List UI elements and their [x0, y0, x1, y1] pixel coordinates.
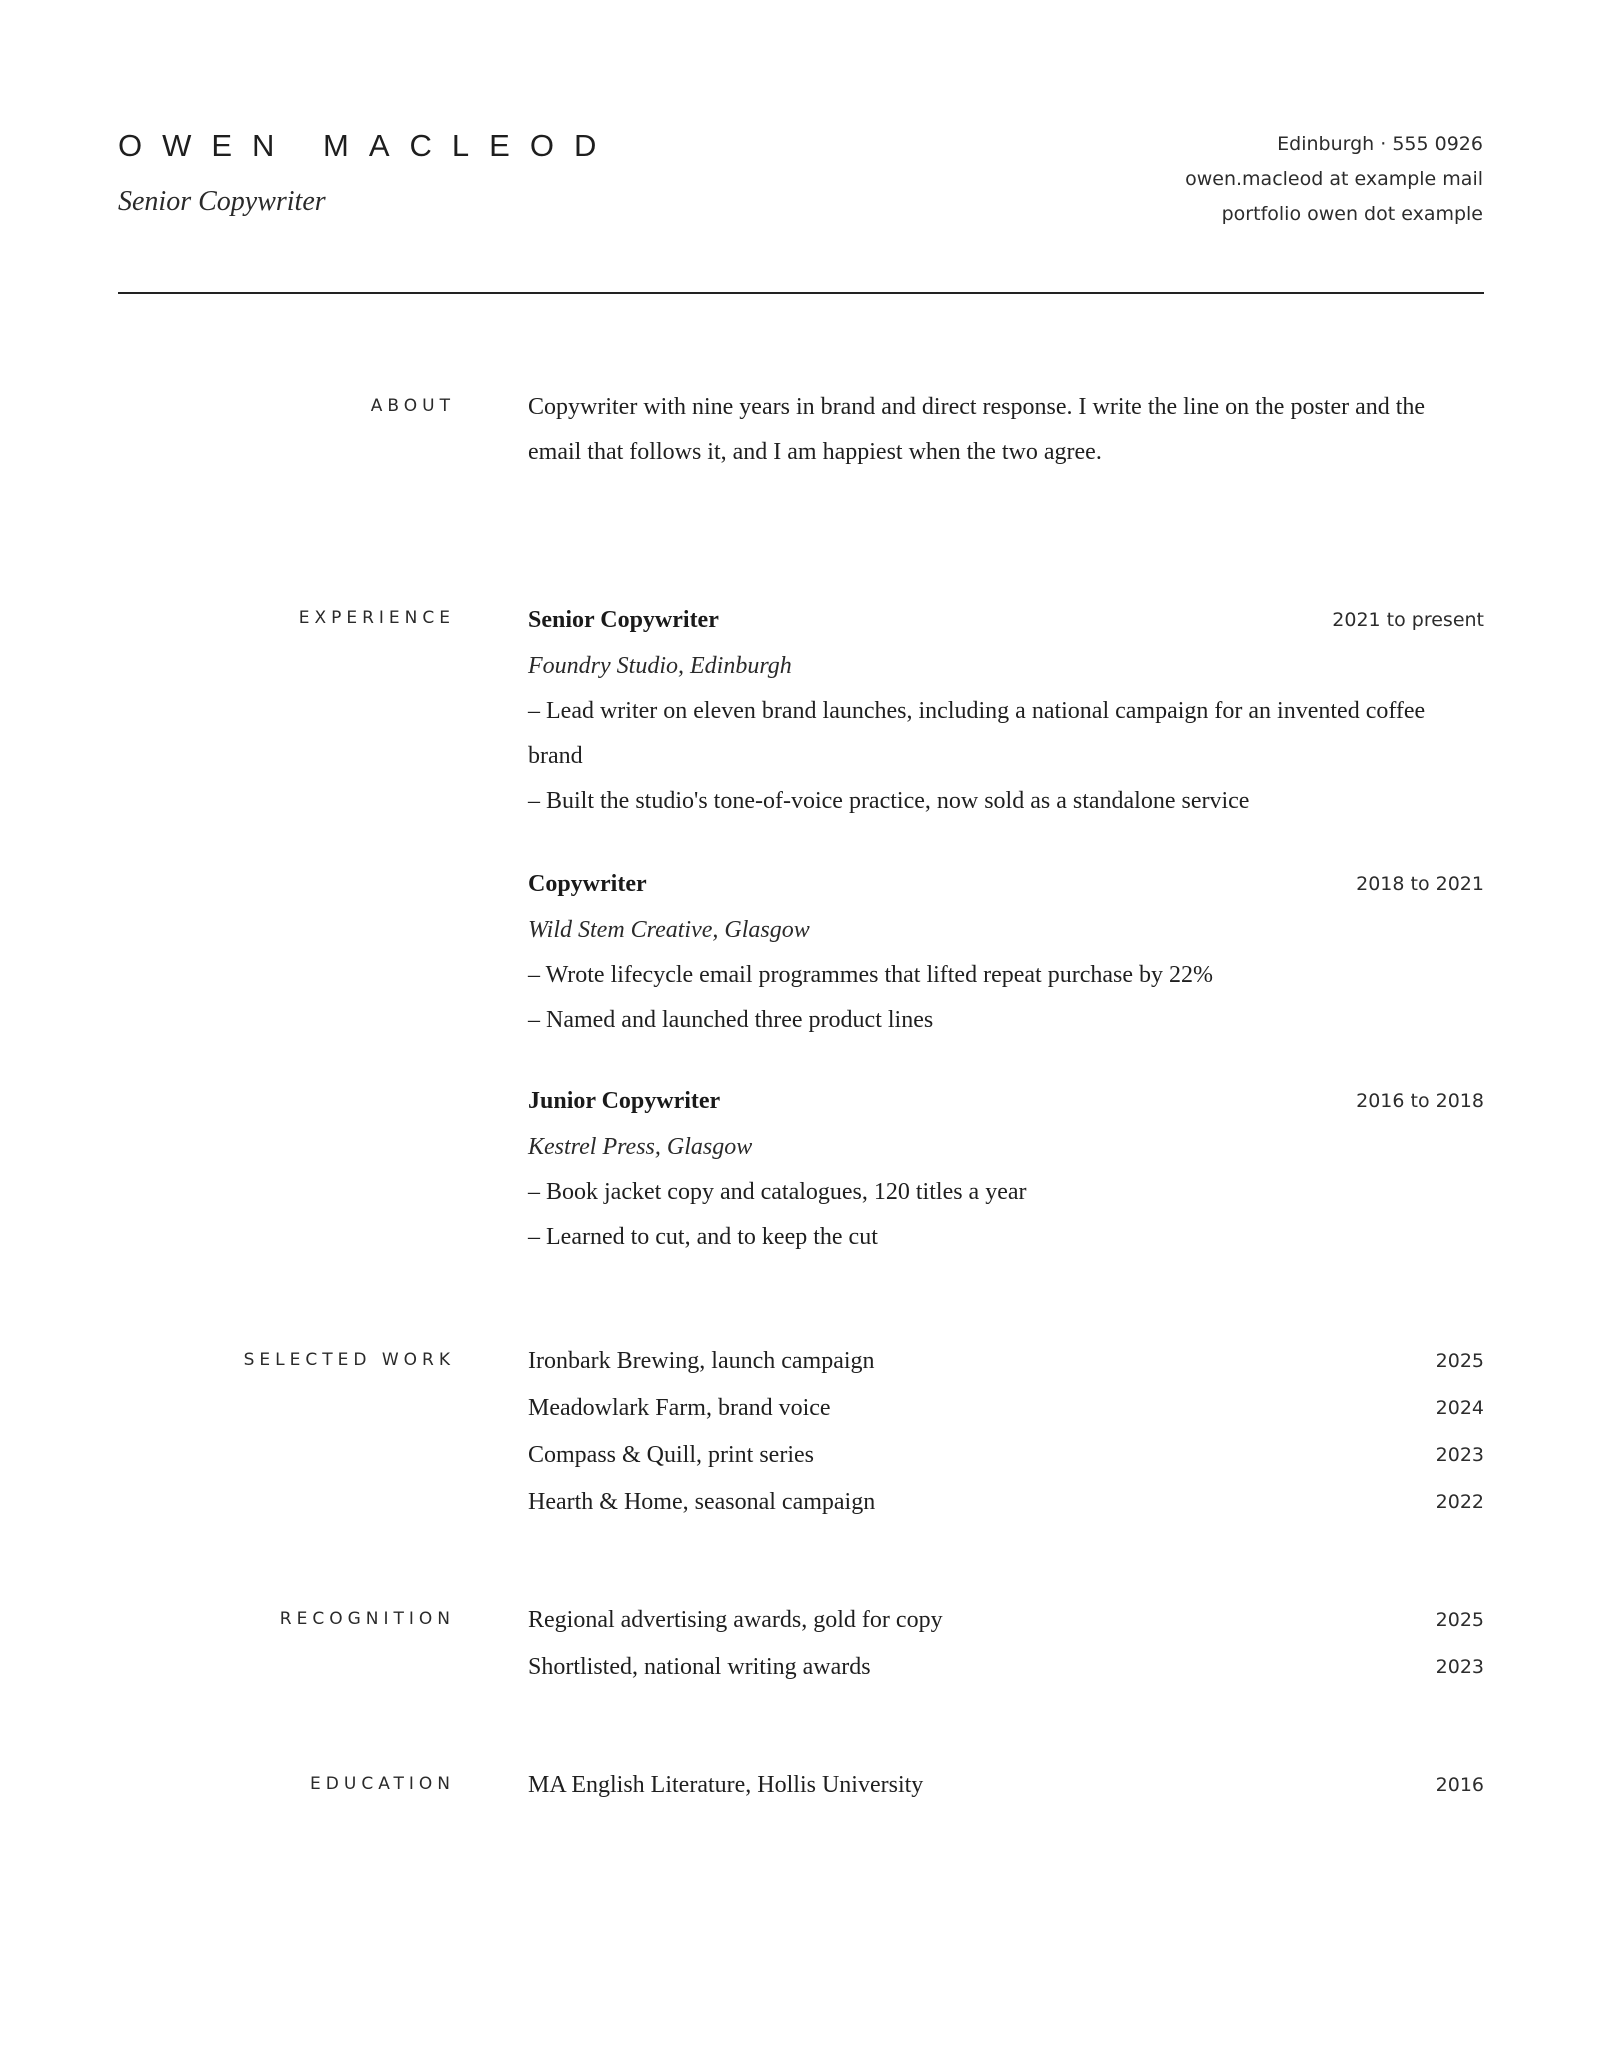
list-item: [528, 1432, 1484, 1479]
job-dates: 2016 to 2018: [1356, 1090, 1484, 1112]
work-year: 2024: [1435, 1397, 1484, 1419]
award-title: Regional advertising awards, gold for copy: [528, 1607, 943, 1633]
degree-year: 2016: [1435, 1774, 1484, 1796]
degree-title: MA English Literature, Hollis University: [528, 1772, 924, 1798]
list-item: [528, 1597, 1484, 1644]
job-company: Wild Stem Creative, Glasgow: [528, 917, 810, 943]
contact-email: owen.macleod at example mail: [1185, 168, 1483, 190]
header-divider: [118, 292, 1484, 294]
contact-portfolio: portfolio owen dot example: [1221, 203, 1483, 225]
section-label-recognition: RECOGNITION: [279, 1609, 455, 1629]
candidate-name: OWEN MACLEOD: [118, 128, 617, 163]
work-title: Hearth & Home, seasonal campaign: [528, 1489, 876, 1515]
list-item: [528, 1338, 1484, 1385]
job-title: Junior Copywriter: [528, 1088, 721, 1114]
work-title: Ironbark Brewing, launch campaign: [528, 1348, 875, 1374]
job-company: Kestrel Press, Glasgow: [528, 1134, 753, 1160]
list-item: [528, 1644, 1484, 1691]
job-entry: [528, 597, 1484, 824]
job-entry: [528, 1078, 1484, 1260]
job-bullet: – Book jacket copy and catalogues, 120 titles a year: [528, 1179, 1027, 1205]
job-dates: 2018 to 2021: [1356, 873, 1484, 895]
award-year: 2023: [1435, 1656, 1484, 1678]
section-label-education: EDUCATION: [310, 1774, 455, 1794]
work-year: 2022: [1435, 1491, 1484, 1513]
selected-work-list: [528, 1338, 1484, 1526]
list-item: [528, 1385, 1484, 1432]
job-title: Senior Copywriter: [528, 607, 719, 633]
job-bullet: – Lead writer on eleven brand launches, including a national campaign for an invented coffee brand: [528, 698, 1426, 769]
work-year: 2025: [1435, 1350, 1484, 1372]
award-title: Shortlisted, national writing awards: [528, 1654, 871, 1680]
about-text: Copywriter with nine years in brand and direct response. I write the line on the poster and the email that follows it, and I am happiest when the two agree.: [528, 394, 1426, 465]
job-bullet: – Wrote lifecycle email programmes that lifted repeat purchase by 22%: [528, 962, 1213, 988]
award-year: 2025: [1435, 1609, 1484, 1631]
work-title: Compass & Quill, print series: [528, 1442, 814, 1468]
work-title: Meadowlark Farm, brand voice: [528, 1395, 831, 1421]
job-bullet: – Built the studio's tone-of-voice practice, now sold as a standalone service: [528, 788, 1250, 814]
job-dates: 2021 to present: [1332, 609, 1484, 631]
work-year: 2023: [1435, 1444, 1484, 1466]
list-item: [528, 1762, 1484, 1809]
section-label-about: ABOUT: [370, 396, 455, 416]
section-label-selected-work: SELECTED WORK: [243, 1350, 455, 1370]
job-company: Foundry Studio, Edinburgh: [528, 653, 792, 679]
job-bullet: – Named and launched three product lines: [528, 1007, 934, 1033]
job-bullet: – Learned to cut, and to keep the cut: [528, 1224, 878, 1250]
candidate-role: Senior Copywriter: [118, 186, 326, 217]
job-entry: [528, 861, 1484, 1043]
contact-block: [1185, 127, 1483, 232]
recognition-list: [528, 1597, 1484, 1691]
list-item: [528, 1479, 1484, 1526]
section-label-experience: EXPERIENCE: [298, 608, 455, 628]
job-title: Copywriter: [528, 871, 647, 897]
education-list: [528, 1762, 1484, 1809]
contact-location-phone: Edinburgh · 555 0926: [1277, 133, 1483, 155]
